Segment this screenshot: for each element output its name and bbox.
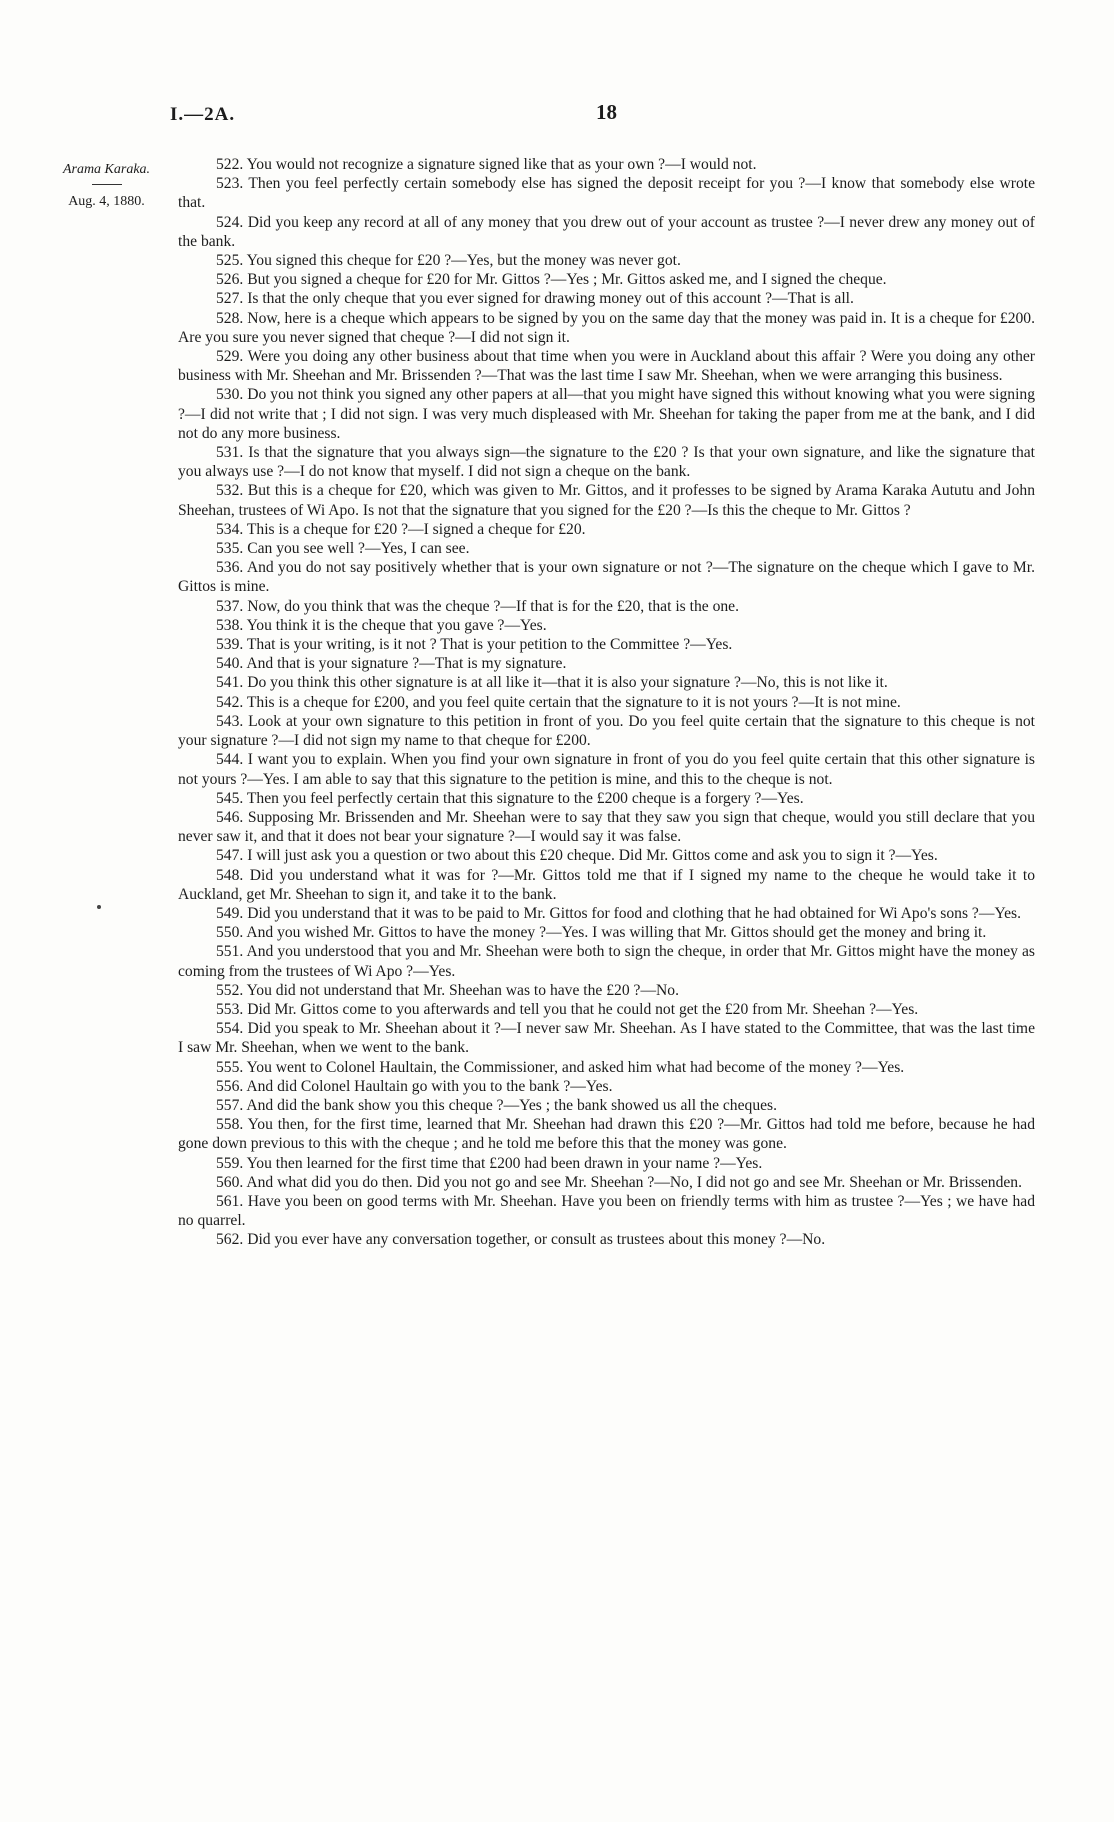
question-answer: 526. But you signed a cheque for £20 for Mr. Gittos ?—Yes ; Mr. Gittos asked me, and I signed the cheque. [216,271,887,289]
stray-mark [97,905,101,909]
question-answer: 550. And you wished Mr. Gittos to have the money ?—Yes. I was willing that Mr. Gittos should get the money and bring it. [216,924,987,942]
question-answer: 558. You then, for the first time, learned that Mr. Sheehan had drawn this £20 ?—Mr. Gittos had told me before, because he had gone down previous to this with the cheque ; and he told me before this that the money was gone. [178,1116,1035,1153]
question-answer: 551. And you understood that you and Mr. Sheehan were both to sign the cheque, in order that Mr. Gittos might have the money as coming from the trustees of Wi Apo ?—Yes. [178,943,1035,980]
question-answer: 537. Now, do you think that was the cheque ?—If that is for the £20, that is the one. [216,597,739,615]
question-answer: 553. Did Mr. Gittos come to you afterwards and tell you that he could not get the £20 from Mr. Sheehan ?—Yes. [216,1000,919,1018]
question-answer: 546. Supposing Mr. Brissenden and Mr. Sheehan were to say that they saw you sign that cheque, would you still declare that you never saw it, and that it does not bear your signature ?—I would say it was false. [178,808,1035,846]
question-answer: 543. Look at your own signature to this petition in front of you. Do you feel quite certain that the signature to this cheque is not your signature ?—I did not sign my name to that cheque for £200. [178,712,1035,750]
margin-date: Aug. 4, 1880. [68,194,145,209]
page-number: 18 [596,100,617,124]
testimony-body [178,155,1035,1250]
question-answer: 535. Can you see well ?—Yes, I can see. [216,540,470,558]
question-answer: 534. This is a cheque for £20 ?—I signed a cheque for £20. [216,520,586,538]
question-answer: 559. You then learned for the first time that £200 had been drawn in your name ?—Yes. [216,1154,763,1172]
question-answer: 554. Did you speak to Mr. Sheehan about it ?—I never saw Mr. Sheehan. As I have stated to the Committee, that was the last time I saw Mr. Sheehan, when we went to the bank. [178,1020,1035,1057]
question-answer: 549. Did you understand that it was to be paid to Mr. Gittos for food and clothing that he had obtained for Wi Apo's sons ?—Yes. [216,904,1022,922]
question-answer: 531. Is that the signature that you always sign—the signature to the £20 ? Is that your own signature, and like the signature that you always use ?—I do not know that myself. I did not sign a cheque on the bank. [178,444,1035,481]
question-answer: 532. But this is a cheque for £20, which was given to Mr. Gittos, and it professes to be signed by Arama Karaka Aututu and John Sheehan, trustees of Wi Apo. Is not that the signature that you signed for the £20 ?—Is this the cheque to Mr. Gittos ? [178,482,1035,519]
question-answer: 547. I will just ask you a question or two about this £20 cheque. Did Mr. Gittos come and ask you to sign it ?—Yes. [216,847,938,865]
question-answer: 522. You would not recognize a signature signed like that as your own ?—I would not. [216,156,757,173]
question-answer: 538. You think it is the cheque that you gave ?—Yes. [216,616,547,634]
question-answer: 561. Have you been on good terms with Mr. Sheehan. Have you been on friendly terms with him as trustee ?—Yes ; we have had no quarrel. [178,1192,1035,1230]
question-answer: 539. That is your writing, is it not ? That is your petition to the Committee ?—Yes. [216,636,733,654]
question-answer: 557. And did the bank show you this cheque ?—Yes ; the bank showed us all the cheques. [216,1096,778,1114]
question-answer: 560. And what did you do then. Did you not go and see Mr. Sheehan ?—No, I did not go and see Mr. Sheehan or Mr. Brissenden. [216,1173,1023,1191]
question-answer: 529. Were you doing any other business about that time when you were in Auckland about this affair ? Were you doing any other business with Mr. Sheehan and Mr. Brissenden ?—That was the last time I saw Mr. Sheehan, when we were arranging this business. [178,348,1035,385]
document-reference: I.—2A. [170,104,236,125]
question-answer: 527. Is that the only cheque that you ever signed for drawing money out of this account ?—That is all. [216,290,854,308]
question-answer: 525. You signed this cheque for £20 ?—Yes, but the money was never got. [216,252,681,270]
question-answer: 536. And you do not say positively whether that is your own signature or not ?—The signature on the cheque which I gave to Mr. Gittos is mine. [178,559,1035,596]
question-answer: 541. Do you think this other signature is at all like it—that it is also your signature ?—No, this is not like it. [216,674,888,692]
question-answer: 528. Now, here is a cheque which appears to be signed by you on the same day that the money was paid in. It is a cheque for £200. Are you sure you never signed that cheque ?—I did not sign it. [178,309,1035,346]
question-answer: 524. Did you keep any record at all of any money that you drew out of your account as trustee ?—I never drew any money out of the bank. [178,213,1035,250]
question-answer: 555. You went to Colonel Haultain, the Commissioner, and asked him what had become of the money ?—Yes. [216,1058,905,1076]
question-answer: 542. This is a cheque for £200, and you feel quite certain that the signature to it is not yours ?—It is not mine. [216,693,901,711]
question-answer: 544. I want you to explain. When you find your own signature in front of you do you feel quite certain that this other signature is not yours ?—Yes. I am able to say that this signature to the petition is mine, and this to the cheque is not. [178,751,1035,788]
question-answer: 562. Did you ever have any conversation together, or consult as trustees about this money ?—No. [216,1231,826,1249]
question-answer: 548. Did you understand what it was for ?—Mr. Gittos told me that if I signed my name to the cheque he would take it to Auckland, get Mr. Sheehan to sign it, and take it to the bank. [178,866,1035,903]
question-answer: 552. You did not understand that Mr. Sheehan was to have the £20 ?—No. [216,981,679,999]
question-answer: 540. And that is your signature ?—That is my signature. [216,655,567,673]
question-answer: 523. Then you feel perfectly certain somebody else has signed the deposit receipt for you ?—I know that somebody else wrote that. [178,175,1035,212]
question-answer: 556. And did Colonel Haultain go with you to the bank ?—Yes. [216,1077,613,1095]
question-answer: 545. Then you feel perfectly certain that this signature to the £200 cheque is a forgery ?—Yes. [216,789,804,807]
margin-divider [92,184,122,185]
margin-witness-name: Arama Karaka. [62,162,151,177]
question-answer: 530. Do you not think you signed any other papers at all—that you might have signed this without knowing what you were signing ?—I did not write that ; I did not sign. I was very much displeased with Mr. Sheehan for taking the paper from me at the bank, and I did not do any more business. [178,386,1035,442]
